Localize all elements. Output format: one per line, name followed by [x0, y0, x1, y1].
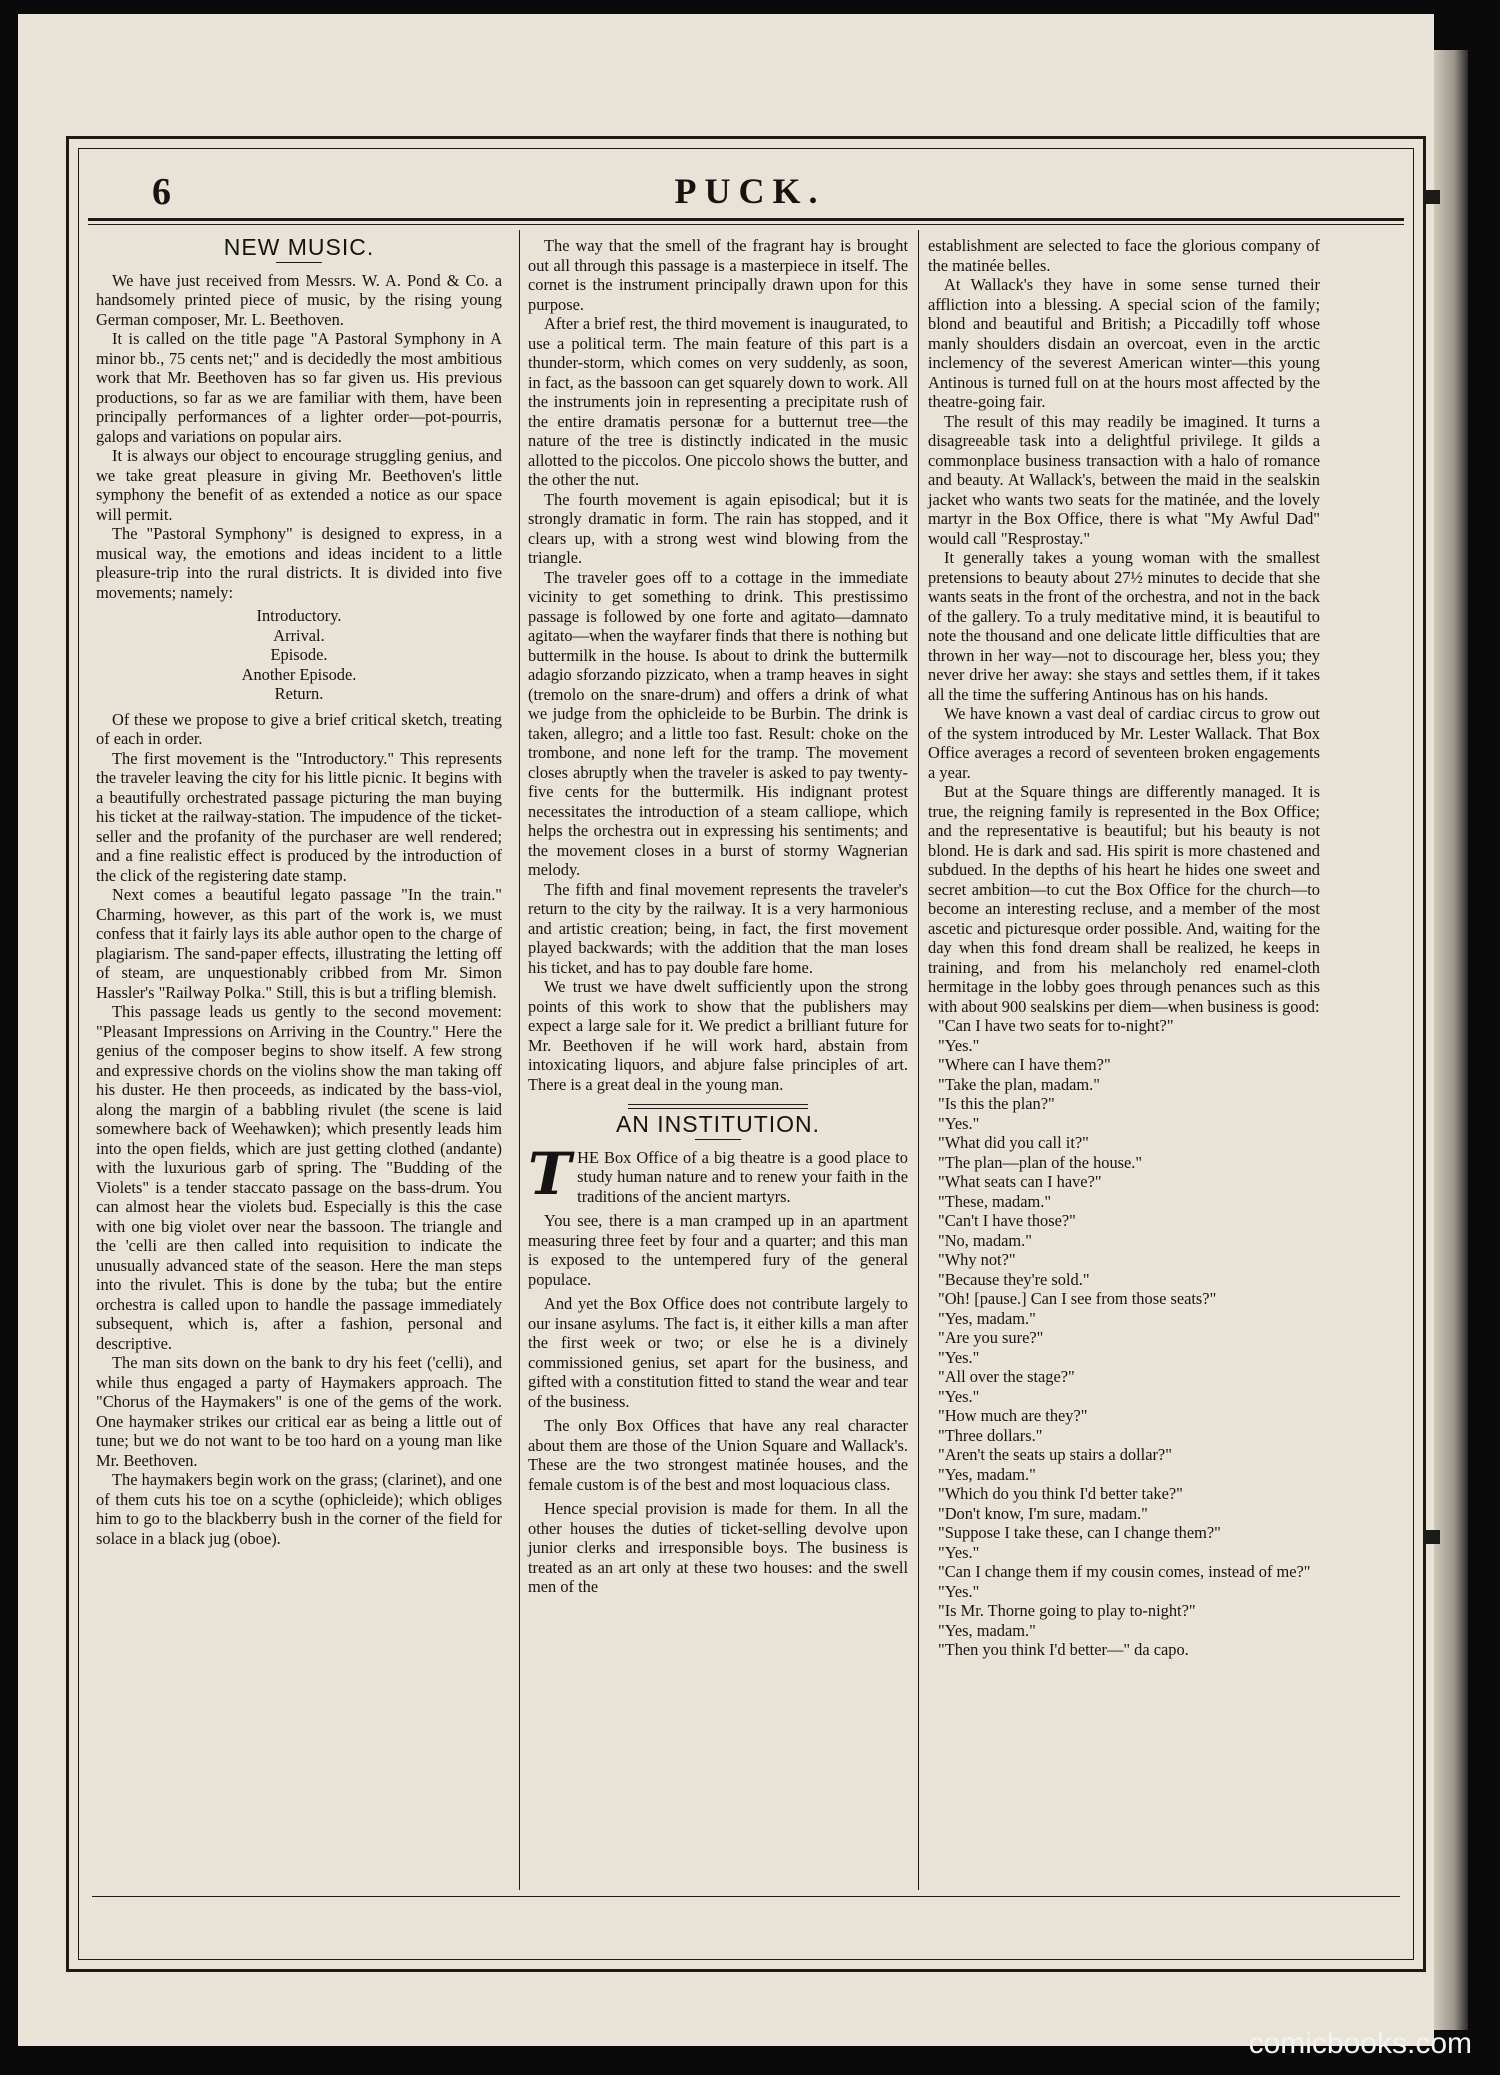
- dialogue-line: "Yes.": [938, 1347, 980, 1367]
- dialogue-line: "Yes.": [938, 1581, 980, 1601]
- dialogue-line: "Aren't the seats up stairs a dollar?": [938, 1445, 1172, 1464]
- paragraph: At Wallack's they have in some sense turned their affliction into a blessing. A special scion of the family; blond and beautiful and British; a Piccadilly toff whose manly shoulders disdain an overcoat, even in the arctic inclemency of the severest American winter—this young Antinous is turned full on at the hours most affected by the theatre-going fair.: [928, 275, 1320, 411]
- dialogue-line: "These, madam.": [938, 1191, 1052, 1211]
- paragraph: HE Box Office of a big theatre is a good place to study human nature and to renew your faith in the traditions of the ancient martyrs.: [577, 1147, 908, 1206]
- masthead-title: PUCK.: [674, 171, 826, 211]
- movement-item: Return.: [274, 684, 324, 703]
- drop-cap: T: [528, 1139, 572, 1208]
- paragraph: But at the Square things are differently managed. It is true, the reigning family is represented in the Box Office; and the representative is beautiful; but his beauty is not blond. He is dark and sad. His spirit is more chastened and subdued. In the depths of his heart he hides one sweet and secret ambition—to cut the Box Office for the church—to become an interesting recluse, and a member of the most ascetic and picturesque order possible. And, waiting for the day when this fond dream shall be realized, he keeps in training, and from his melancholy red enamel-cloth hermitage in the lobby goes through penances such as this with about 900 sealskins per diem—when business is good:: [928, 782, 1320, 1016]
- paragraph: After a brief rest, the third movement is inaugurated, to use a political term. The main feature of this part is a thunder-storm, which comes on very suddenly, as soon, in fact, as the bassoon can get squarely down to work. All the instruments join in representing a precipitate rush of the entire dramatis personæ for a butternut tree—the nature of the tree is distinctly indicated in the music allotted to the piccolos. One piccolo shows the butter, and the other the nut.: [528, 314, 908, 489]
- dialogue-line: "Where can I have them?": [938, 1055, 1111, 1074]
- footer-rule: [92, 1896, 1400, 1897]
- dialogue-line: "Yes.": [938, 1386, 980, 1406]
- facing-page-edge: [1434, 50, 1468, 2030]
- dialogue-line: "Oh! [pause.] Can I see from those seats?": [938, 1289, 1217, 1308]
- paragraph: The only Box Offices that have any real character about them are those of the Union Square and Wallack's. These are the two strongest matinée houses, and the female custom is of the best and most loquacious class.: [528, 1416, 908, 1494]
- column-rule: [519, 230, 520, 1890]
- box-office-dialogue: [928, 1016, 1320, 1660]
- paragraph: The man sits down on the bank to dry his feet ('celli), and while thus engaged a party of Haymakers approach. The "Chorus of the Haymakers" is one of the gems of the work. One haymaker strikes our critical ear as being a little out of tune; but we do not want to be too hard on a young man like Mr. Beethoven.: [96, 1353, 502, 1470]
- watermark: comicbooks.com: [1248, 2027, 1472, 2060]
- dialogue-line: "Yes, madam.": [938, 1620, 1036, 1640]
- paragraph: We have known a vast deal of cardiac circus to grow out of the system introduced by Mr. Lester Wallack. That Box Office averages a record of seventeen broken engagements a year.: [928, 704, 1320, 782]
- title-rule: [276, 262, 322, 263]
- paragraph: This passage leads us gently to the second movement: "Pleasant Impressions on Arriving in the Country." Here the genius of the composer begins to show itself. A few strong and expressive chords on the violins show the man taking off his duster. He then proceeds, as indicated by the bass-viol, along the margin of a babbling rivulet (the scene is laid somewhere back of Weehawken); which presently leads him into the open fields, which are just getting clothed (andante) with the luxurious garb of spring. The "Budding of the Violets" is a tender staccato passage on the bass-drum. You can almost hear the violets bud. Especially is this the case with one big violet over near the bassoon. The triangle and the 'celli are then called into requisition to indicate the unusually advanced state of the season. Here the man steps into the rivulet. This is done by the tuba; but the entire orchestra is called upon to handle the passage immediately subsequent, which is, after a fashion, personal and descriptive.: [96, 1002, 502, 1353]
- paragraph: You see, there is a man cramped up in an apartment measuring three feet by four and a quarter; and this man is exposed to the untempered fury of the general populace.: [528, 1211, 908, 1289]
- article-title-new-music: NEW MUSIC.: [223, 234, 375, 260]
- dialogue-line: "Don't know, I'm sure, madam.": [938, 1503, 1148, 1523]
- column-3: [928, 236, 1320, 1660]
- dialogue-line: "What seats can I have?": [938, 1172, 1102, 1191]
- dialogue-line: "Can't I have those?": [938, 1211, 1076, 1230]
- movement-item: Episode.: [270, 645, 328, 664]
- article-title-an-institution: AN INSTITUTION.: [615, 1111, 821, 1137]
- dialogue-line: "Then you think I'd better—" da capo.: [938, 1640, 1189, 1659]
- page-number: 6: [152, 171, 171, 213]
- section-divider: [628, 1104, 808, 1109]
- paragraph: It is called on the title page "A Pastoral Symphony in A minor bb., 75 cents net;" and is decidedly the most ambitious work that Mr. Beethoven has so far given us. His previous productions, so far as we are familiar with them, have been principally performances of a lighter order—pot-pourris, galops and variations on popular airs.: [96, 329, 502, 446]
- movement-item: Introductory.: [256, 606, 342, 625]
- dialogue-line: "Because they're sold.": [938, 1269, 1090, 1289]
- paragraph: We trust we have dwelt sufficiently upon the strong points of this work to show that the publishers may expect a large sale for it. We predict a brilliant future for Mr. Beethoven if he will work hard, abstain from intoxicating liquors, and abjure false principles of art. There is a great deal in the young man.: [528, 977, 908, 1094]
- dialogue-line: "Is this the plan?": [938, 1094, 1055, 1113]
- movement-item: Another Episode.: [241, 664, 357, 684]
- paragraph: It generally takes a young woman with the smallest pretensions to beauty about 27½ minutes to decide that she wants seats in the front of the orchestra, and not in the back of the gallery. To a truly meditative mind, it is beautiful to note the thousand and one delicate little difficulties that are thrown in her way—not to discourage her, bless you; they never drive her away: she stays and settles them, if it takes all the time the suffering Antinous has on his hands.: [928, 548, 1320, 704]
- column-rule: [918, 230, 919, 1890]
- column-1: [96, 236, 502, 1548]
- paragraph: It is always our object to encourage struggling genius, and we take great pleasure in giving Mr. Beethoven's little symphony the benefit of as extended a notice as our space will permit.: [96, 446, 502, 524]
- dialogue-line: "Yes.": [938, 1113, 980, 1133]
- dialogue-line: "No, madam.": [938, 1230, 1032, 1250]
- paragraph: Next comes a beautiful legato passage "In the train." Charming, however, as this part of the work is, we must confess that it fairly lays its able author open to the charge of plagiarism. The sand-paper effects, illustrating the letting off of steam, are unquestionably cribbed from Mr. Simon Hassler's "Railway Polka." Still, this is but a trifling blemish.: [96, 885, 502, 1002]
- column-2: [528, 236, 908, 1597]
- paragraph: The fifth and final movement represents the traveler's return to the city by the railway. It is a very harmonious and artistic creation; being, in fact, the first movement played backwards; with the addition that the man loses his ticket, and has to pay double fare home.: [528, 879, 908, 977]
- binding-mark: [1424, 1530, 1440, 1544]
- dialogue-line: "Why not?": [938, 1250, 1016, 1269]
- paragraph: Of these we propose to give a brief critical sketch, treating of each in order.: [96, 709, 502, 748]
- dialogue-line: "Yes.": [938, 1035, 980, 1055]
- dialogue-line: "Yes.": [938, 1542, 980, 1562]
- header-rule: [88, 218, 1404, 221]
- dialogue-line: "What did you call it?": [938, 1133, 1089, 1152]
- header-rule: [88, 224, 1404, 225]
- dialogue-line: "All over the stage?": [938, 1367, 1075, 1386]
- dialogue-line: "Can I change them if my cousin comes, instead of me?": [938, 1562, 1311, 1581]
- paragraph: The fourth movement is again episodical; but it is strongly dramatic in form. The rain has stopped, and it clears up, with a strong west wind blowing from the triangle.: [528, 489, 908, 567]
- paragraph: The haymakers begin work on the grass; (clarinet), and one of them cuts his toe on a scythe (ophicleide); which obliges him to go to the blackberry bush in the corner of the field for solace in a black jug (oboe).: [96, 1470, 502, 1548]
- paragraph: And yet the Box Office does not contribute largely to our insane asylums. The fact is, it either kills a man after the first week or two; or else he is a divinely commissioned genius, set apart for the business, and gifted with a constitution fitted to stand the wear and tear of the business.: [528, 1294, 908, 1411]
- paragraph: We have just received from Messrs. W. A. Pond & Co. a handsomely printed piece of music, by the rising young German composer, Mr. L. Beethoven.: [96, 270, 502, 329]
- dialogue-line: "Are you sure?": [938, 1328, 1044, 1347]
- paragraph: Hence special provision is made for them. In all the other houses the duties of ticket-selling devolve upon junior clerks and irresponsible boys. The business is treated as an art only at these two houses: and the swell men of the: [528, 1499, 908, 1596]
- title-rule: [695, 1139, 741, 1140]
- dialogue-line: "The plan—plan of the house.": [938, 1152, 1143, 1172]
- dialogue-line: "Yes, madam.": [938, 1308, 1036, 1328]
- dialogue-line: "Yes, madam.": [938, 1464, 1036, 1484]
- movement-item: Arrival.: [273, 625, 325, 645]
- movement-list: [96, 606, 502, 704]
- dialogue-line: "Three dollars.": [938, 1425, 1043, 1445]
- dialogue-line: "Is Mr. Thorne going to play to-night?": [938, 1601, 1196, 1620]
- dialogue-line: "Which do you think I'd better take?": [938, 1484, 1183, 1503]
- paragraph: The way that the smell of the fragrant hay is brought out all through this passage is a masterpiece in itself. The cornet is the instrument principally drawn upon for this purpose.: [528, 236, 908, 314]
- dialogue-line: "How much are they?": [938, 1406, 1088, 1425]
- paragraph: The traveler goes off to a cottage in the immediate vicinity to get something to drink. This prestissimo passage is followed by one forte and agitato—damnato agitato—when the wayfarer finds that there is nothing but buttermilk in the house. Is about to drink the buttermilk adagio sforzando pizzicato, when a tramp heaves in sight (tremolo on the snare-drum) and offers a drink of what we judge from the ophicleide to be Burbin. The drink is taken, allegro; and a little too fast. Result: choke on the trombone, and none left for the tramp. The movement closes abruptly when the traveler is asked to pay twenty-five cents for the buttermilk. His indignant protest necessitates the introduction of a steam calliope, which helps the orchestra out in expressing his sentiments; and the movement closes in a burst of stormy Wagnerian melody.: [528, 567, 908, 879]
- dialogue-line: "Take the plan, madam.": [938, 1074, 1100, 1094]
- dialogue-line: "Suppose I take these, can I change them?": [938, 1523, 1221, 1542]
- paragraph: The "Pastoral Symphony" is designed to express, in a musical way, the emotions and ideas incident to a little pleasure-trip into the rural districts. It is divided into five movements; namely:: [96, 524, 502, 602]
- paragraph: The result of this may readily be imagined. It turns a disagreeable task into a delightful privilege. It gilds a commonplace business transaction with a halo of romance and beauty. At Wallack's, between the maid in the sealskin jacket who wants two seats for the matinée, and the lovely martyr in the Box Office, there is what "My Awful Dad" would call "Resprostay.": [928, 411, 1320, 548]
- paragraph: establishment are selected to face the glorious company of the matinée belles.: [928, 236, 1320, 275]
- paragraph: The first movement is the "Introductory." This represents the traveler leaving the city for his little picnic. It begins with a beautifully orchestrated passage picturing the man buying his ticket at the railway-station. The impudence of the ticket-seller and the profanity of the purchaser are well rendered; and a fine realistic effect is produced by the introduction of the click of the registering date stamp.: [96, 748, 502, 885]
- dialogue-line: "Can I have two seats for to-night?": [938, 1016, 1174, 1035]
